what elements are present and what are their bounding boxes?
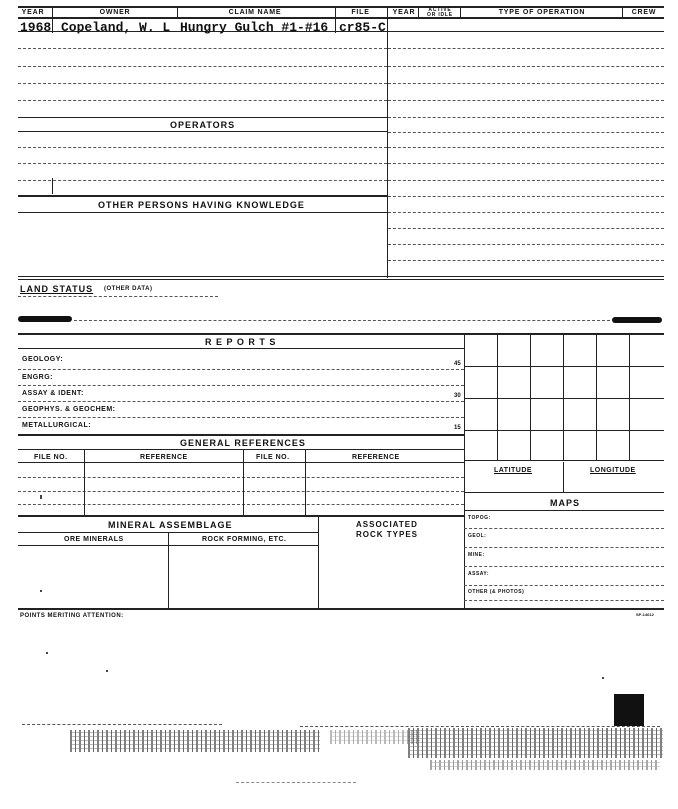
- maps-mine: MINE:: [468, 552, 485, 558]
- row-rule: [18, 296, 218, 297]
- sep: [335, 8, 336, 33]
- scan-speck: [40, 495, 42, 499]
- row-rule: [388, 100, 664, 101]
- sep: [84, 449, 85, 515]
- col-or-idle: OR IDLE: [427, 12, 453, 18]
- row-rule: [18, 83, 387, 84]
- record-year: 1968: [20, 20, 52, 35]
- row-rule: [464, 528, 664, 529]
- sep: [168, 532, 169, 608]
- sep: [177, 8, 178, 18]
- sep: [52, 8, 53, 33]
- fold-line: [22, 724, 222, 725]
- upper-block-bottom-2: [18, 279, 664, 280]
- sep-right-panel: [464, 333, 465, 609]
- sep: [418, 8, 419, 18]
- header-underline: [18, 17, 664, 19]
- row-rule: [464, 600, 664, 601]
- ore-minerals-label: ORE MINERALS: [64, 536, 124, 543]
- row-rule: [388, 180, 664, 181]
- maps-topog: TOPOG:: [468, 515, 491, 521]
- row-rule: [464, 566, 664, 567]
- row-rule: [388, 147, 664, 148]
- reports-rule: [18, 348, 464, 349]
- points-meriting-attention: POINTS MERITING ATTENTION:: [20, 613, 124, 619]
- other-persons-heading: OTHER PERSONS HAVING KNOWLEDGE: [98, 200, 305, 210]
- scan-speck: [40, 590, 42, 592]
- associated-rock-types-1: ASSOCIATED: [356, 520, 418, 529]
- row-rule: [18, 66, 387, 67]
- scan-speck: [106, 670, 108, 672]
- maps-rule: [464, 510, 664, 511]
- report-engrg: ENGRG:: [22, 374, 53, 381]
- land-status-heading: LAND STATUS: [20, 284, 94, 294]
- report-metallurgical: METALLURGICAL:: [22, 422, 92, 429]
- grid-bottom: [464, 460, 664, 461]
- row-rule: [74, 320, 610, 321]
- maps-assay: ASSAY:: [468, 571, 490, 577]
- scan-smudge: [18, 316, 72, 322]
- sep: [52, 178, 53, 194]
- latitude-label: LATITUDE: [494, 467, 533, 474]
- maps-other-photos: OTHER (& PHOTOS): [468, 589, 525, 595]
- maps-heading: MAPS: [550, 498, 581, 508]
- scan-noise: [408, 728, 663, 758]
- row-rule: [388, 228, 664, 229]
- row-rule: [18, 417, 464, 418]
- grid-line: [596, 334, 597, 460]
- scan-speck: [46, 652, 48, 654]
- grid-line: [497, 334, 498, 460]
- record-owner: Copeland, W. L: [61, 20, 171, 35]
- operators-rule: [18, 131, 387, 132]
- mineral-top-rule: [18, 515, 464, 517]
- report-num-45: 45: [454, 361, 461, 367]
- reports-heading: R E P O R T S: [205, 337, 277, 347]
- col-year: YEAR: [21, 9, 45, 16]
- scan-smudge: [612, 317, 662, 323]
- col-crew: CREW: [631, 9, 657, 16]
- associated-rock-types-2: ROCK TYPES: [356, 530, 419, 539]
- ref-reference-1: REFERENCE: [140, 454, 188, 461]
- scan-noise: [430, 760, 660, 770]
- report-geology: GEOLOGY:: [22, 356, 64, 363]
- form-number: SP-14612: [636, 612, 654, 617]
- sep: [622, 8, 623, 18]
- row-rule: [18, 385, 464, 386]
- report-geophys: GEOPHYS. & GEOCHEM:: [22, 406, 116, 413]
- scan-noise: [70, 730, 320, 752]
- scan-dark-patch: [614, 694, 644, 726]
- sep: [305, 449, 306, 515]
- row-rule: [388, 83, 664, 84]
- coords-rule: [464, 492, 664, 493]
- other-persons-top-rule: [18, 195, 387, 197]
- col-active: ACTIVE: [428, 7, 452, 13]
- row-rule: [18, 100, 387, 101]
- record-file: cr85-C: [339, 20, 386, 35]
- upper-block-bottom: [18, 276, 664, 277]
- row-rule: [18, 180, 387, 181]
- operators-top-rule: [18, 117, 387, 118]
- grid-bottom-rule: [18, 608, 664, 610]
- row-rule: [388, 244, 664, 245]
- longitude-label: LONGITUDE: [590, 467, 636, 474]
- fold-line: [300, 726, 660, 727]
- refs-top-rule: [18, 434, 464, 436]
- report-num-15: 15: [454, 425, 461, 431]
- row-rule: [388, 132, 664, 133]
- row-rule: [18, 369, 464, 370]
- sep: [563, 462, 564, 492]
- operators-heading: OPERATORS: [170, 120, 236, 130]
- row-rule: [388, 212, 664, 213]
- record-claim-name: Hungry Gulch #1-#16: [180, 20, 329, 35]
- ref-file-no-1: FILE NO.: [34, 454, 68, 461]
- row-rule: [388, 48, 664, 49]
- row-rule: [464, 547, 664, 548]
- col-file: FILE: [351, 9, 370, 16]
- scan-noise: [330, 730, 420, 744]
- scan-speck: [602, 677, 604, 679]
- row-rule: [18, 163, 387, 164]
- grid-line: [464, 366, 664, 367]
- other-persons-rule: [18, 212, 387, 213]
- col-type-of-operation: TYPE OF OPERATION: [498, 9, 586, 16]
- land-status-note: (OTHER DATA): [104, 286, 153, 292]
- reports-top-rule: [18, 333, 664, 335]
- row-rule: [388, 196, 664, 197]
- row-rule: [18, 147, 387, 148]
- sep: [460, 8, 461, 18]
- grid-line: [629, 334, 630, 460]
- report-num-30: 30: [454, 393, 461, 399]
- row-rule: [388, 66, 664, 67]
- row-rule: [388, 163, 664, 164]
- report-assay-ident: ASSAY & IDENT:: [22, 390, 84, 397]
- row-rule: [18, 48, 387, 49]
- grid-line: [563, 334, 564, 460]
- row-rule: [388, 260, 664, 261]
- row-rule: [464, 585, 664, 586]
- col-owner: OWNER: [99, 9, 131, 16]
- grid-line: [464, 398, 664, 399]
- grid-line: [530, 334, 531, 460]
- maps-geol: GEOL:: [468, 533, 487, 539]
- sep: [243, 449, 244, 515]
- mineral-assemblage-heading: MINERAL ASSEMBLAGE: [108, 520, 233, 530]
- scan-dots: [236, 782, 356, 783]
- rock-forming-label: ROCK FORMING, ETC.: [202, 536, 287, 543]
- row-rule: [18, 401, 464, 402]
- row-rule: [388, 117, 664, 118]
- sep: [318, 515, 319, 608]
- col-claim-name: CLAIM NAME: [228, 9, 282, 16]
- top-border: [18, 6, 664, 8]
- col-year-2: YEAR: [392, 9, 416, 16]
- ref-file-no-2: FILE NO.: [256, 454, 290, 461]
- general-references-heading: GENERAL REFERENCES: [180, 438, 306, 448]
- ref-reference-2: REFERENCE: [352, 454, 400, 461]
- grid-line: [464, 430, 664, 431]
